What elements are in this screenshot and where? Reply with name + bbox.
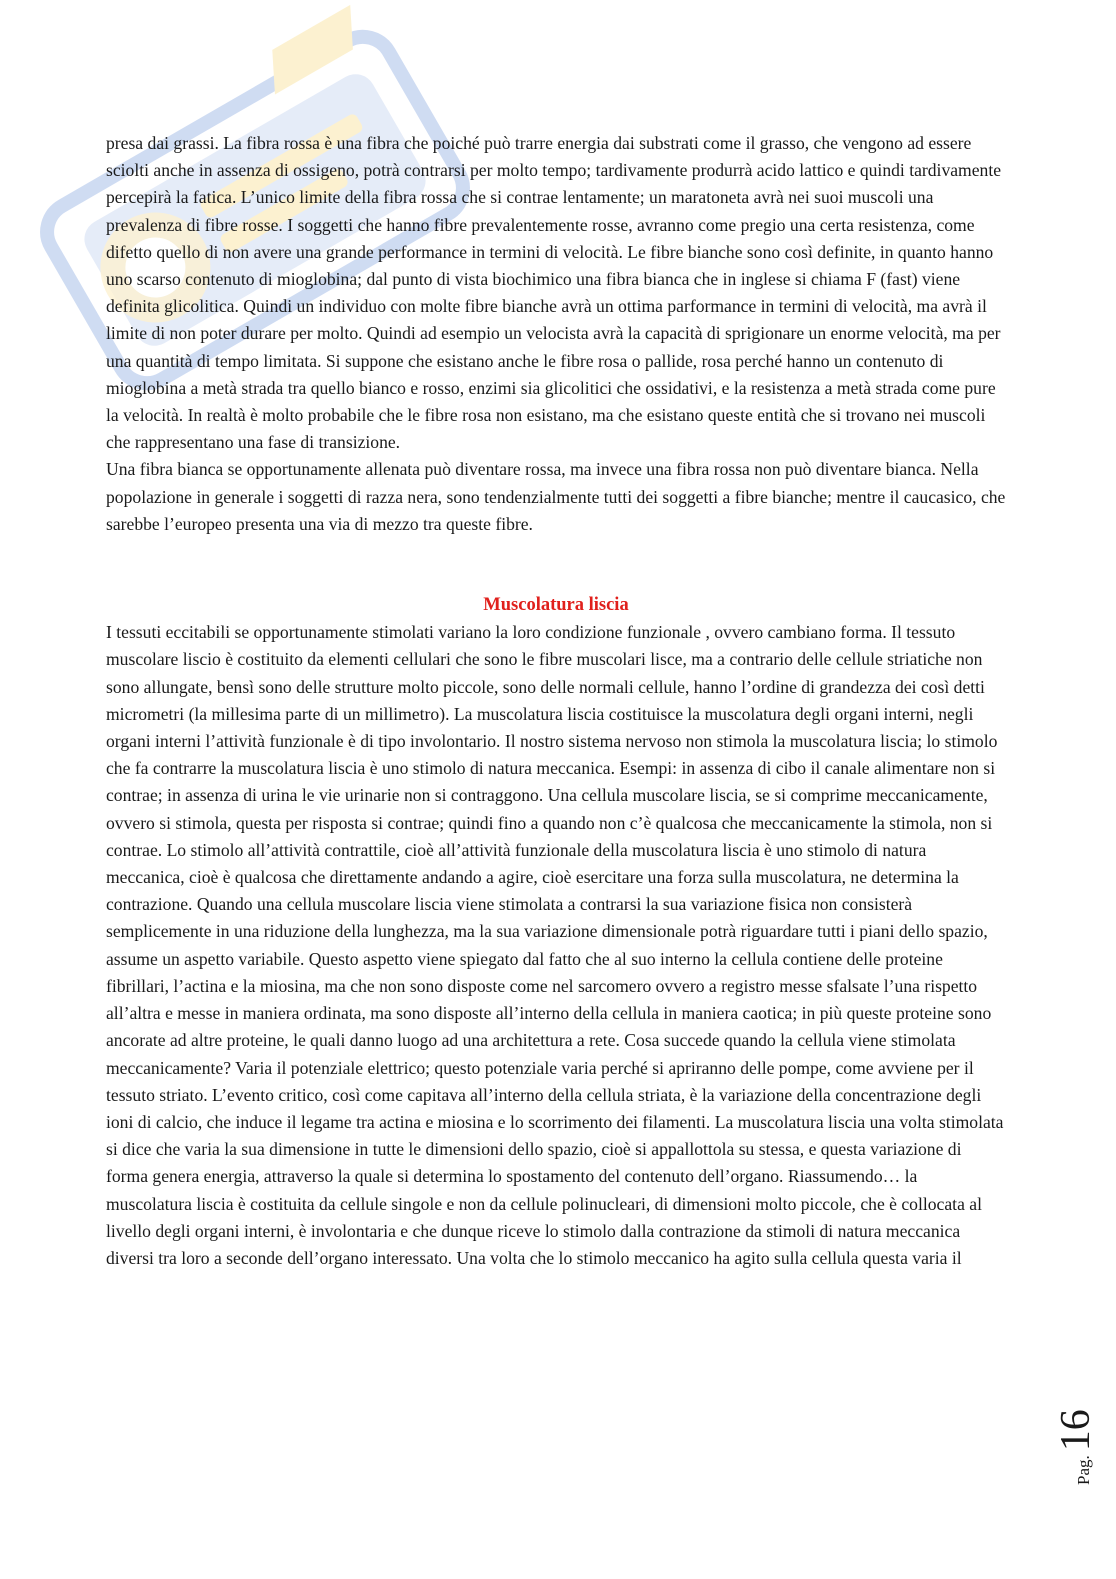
- section-spacer: [106, 538, 1006, 592]
- document-body: [106, 130, 1006, 1272]
- body-paragraph: presa dai grassi. La fibra rossa è una fibra che poiché può trarre energia dai substrati come il grasso, che vengono ad essere sciolti anche in assenza di ossigeno, potrà contrarsi per molto tempo; tardivamente produrrà acido lattico e quindi tardivamente percepirà la fatica. L’unico limite della fibra rossa che si contrae lentamente; un maratoneta avrà nei suoi muscoli una prevalenza di fibre rosse. I soggetti che hanno fibre prevalentemente rosse, avranno come pregio una certa resistenza, come difetto quello di non avere una grande performance in termini di velocità. Le fibre bianche sono così definite, in quanto hanno uno scarso contenuto di mioglobina; dal punto di vista biochimico una fibra bianca che in inglese si chiama F (fast) viene definita glicolitica. Quindi un individuo con molte fibre bianche avrà un ottima parformance in termini di velocità, ma avrà il limite di non poter durare per molto. Quindi ad esempio un velocista avrà la capacità di sprigionare un enorme velocità, ma per una quantità di tempo limitata. Si suppone che esistano anche le fibre rosa o pallide, rosa perché hanno un contenuto di mioglobina a metà strada tra quello bianco e rosso, enzimi sia glicolitici che ossidativi, e la resistenza a metà strada come pure la velocità. In realtà è molto probabile che le fibre rosa non esistano, ma che esistano queste entità che si trovano nei muscoli che rappresentano una fase di transizione.: [106, 133, 1002, 453]
- page-label: Pag.: [1074, 1455, 1093, 1485]
- section-body-paragraph: I tessuti eccitabili se opportunamente stimolati variano la loro condizione funzionale , ovvero cambiano forma. Il tessuto muscolare liscio è costituito da elementi cellulari che sono le fibre muscolari lisce, ma a contrario delle cellule striatiche non sono allungate, bensì sono delle strutture molto piccole, sono delle normali cellule, hanno l’ordine di grandezza dei così detti micrometri (la millesima parte di un millimetro). La muscolatura liscia costituisce la muscolatura degli organi interni, negli organi interni l’attività funzionale è di tipo involontario. Il nostro sistema nervoso non stimola la muscolatura liscia; lo stimolo che fa contrarre la muscolatura liscia è uno stimolo di natura meccanica. Esempi: in assenza di cibo il canale alimentare non si contrae; in assenza di urina le vie urinarie non si contraggono. Una cellula muscolare liscia, se si comprime meccanicamente, ovvero si stimola, questa per risposta si contrae; quindi fino a quando non c’è qualcosa che meccanicamente la stimola, non si contrae. Lo stimolo all’attività contrattile, cioè all’attività funzionale della muscolatura liscia è uno stimolo di natura meccanica, cioè è qualcosa che direttamente andando a agire, cioè esercitare una forza sulla muscolatura, ne determina la contrazione. Quando una cellula muscolare liscia viene stimolata a contrarsi la sua variazione fisica non consisterà semplicemente in una riduzione della lunghezza, ma la sua variazione dimensionale potrà riguardare tutti i piani dello spazio, assume un aspetto variabile. Questo aspetto viene spiegato dal fatto che al suo interno la cellula contiene delle proteine fibrillari, l’actina e la miosina, ma che non sono disposte come nel sarcomero ovvero a registro messe sfalsate l’una rispetto all’altra e messe in maniera ordinata, ma sono disposte all’interno della cellula in maniera caotica; in più queste proteine sono ancorate ad altre proteine, le quali danno luogo ad una architettura a rete. Cosa succede quando la cellula viene stimolata meccanicamente? Varia il potenziale elettrico; questo potenziale varia perché si apriranno delle pompe, come avviene per il tessuto striato. L’evento critico, così come capitava all’interno della cellula striata, è la variazione della concentrazione degli ioni di calcio, che induce il legame tra actina e miosina e lo scorrimento dei filamenti. La muscolatura liscia una volta stimolata si dice che varia la sua dimensione in tutte le dimensioni dello spazio, cioè si appallottola su stessa, e questa variazione di forma genera energia, attraverso la quale si determina lo spostamento del contenuto dell’organo. Riassumendo… la muscolatura liscia è costituita da cellule singole e non da cellule polinucleari, di dimensioni molto piccole, che è collocata al livello degli organi interni, è involontaria e che dunque riceve lo stimolo dalla contrazione da stimoli di natura meccanica diversi tra loro a seconde dell’organo interessato. Una volta che lo stimolo meccanico ha agito sulla cellula questa varia il: [106, 622, 1004, 1268]
- body-paragraph: Una fibra bianca se opportunamente allenata può diventare rossa, ma invece una fibra rossa non può diventare bianca. Nella popolazione in generale i soggetti di razza nera, sono tendenzialmente tutti dei soggetti a fibre bianche; mentre il caucasico, che sarebbe l’europeo presenta una via di mezzo tra queste fibre.: [106, 459, 1006, 534]
- section-heading: Muscolatura liscia: [483, 595, 629, 616]
- page-number-value: 16: [1053, 1409, 1099, 1452]
- page-number: [1052, 1380, 1099, 1490]
